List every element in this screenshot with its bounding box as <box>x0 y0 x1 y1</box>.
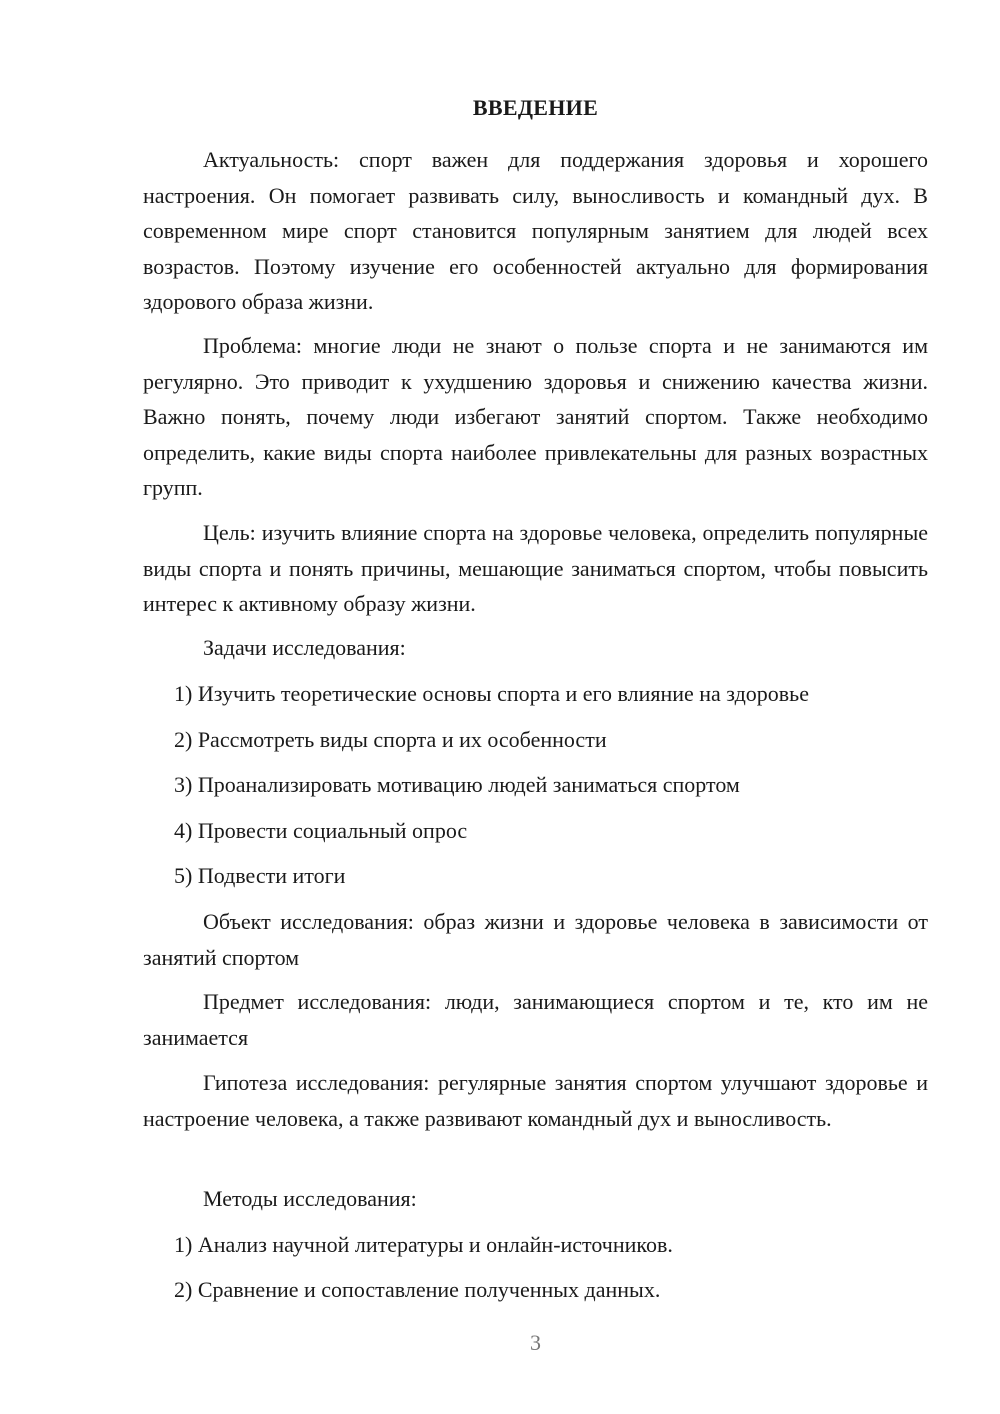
goal-paragraph: Цель: изучить влияние спорта на здоровье человека, определить популярные виды спорта и понять причины, мешающие заниматься спортом, чтобы повысить интерес к активному образу жизни. <box>143 520 928 616</box>
document-page <box>143 0 928 1414</box>
task-item-3: 3) Проанализировать мотивацию людей заниматься спортом <box>174 772 740 797</box>
task-item-4: 4) Провести социальный опрос <box>174 818 468 843</box>
task-item-2: 2) Рассмотреть виды спорта и их особенности <box>174 727 607 752</box>
problem-paragraph: Проблема: многие люди не знают о пользе спорта и не занимаются им регулярно. Это приводит к ухудшению здоровья и снижению качества жизни. Важно понять, почему люди избегают занятий спортом. Также необходимо определить, какие виды спорта наиболее привлекательны для разных возрастных групп. <box>143 333 928 500</box>
method-item-2: 2) Сравнение и сопоставление полученных данных. <box>174 1277 661 1302</box>
task-item-5: 5) Подвести итоги <box>174 863 346 888</box>
page-title: ВВЕДЕНИЕ <box>472 95 599 120</box>
subject-paragraph: Предмет исследования: люди, занимающиеся спортом и те, кто им не занимается <box>143 989 928 1050</box>
method-item-1: 1) Анализ научной литературы и онлайн-источников. <box>174 1232 673 1257</box>
task-item-1: 1) Изучить теоретические основы спорта и его влияние на здоровье <box>174 681 809 706</box>
methods-heading: Методы исследования: <box>203 1186 417 1211</box>
relevance-paragraph: Актуальность: спорт важен для поддержания здоровья и хорошего настроения. Он помогает развивать силу, выносливость и командный дух. В современном мире спорт становится популярным занятием для людей всех возрастов. Поэтому изучение его особенностей актуально для формирования здорового образа жизни. <box>143 147 928 314</box>
hypothesis-paragraph: Гипотеза исследования: регулярные занятия спортом улучшают здоровье и настроение человека, а также развивают командный дух и выносливость. <box>143 1070 928 1131</box>
tasks-heading: Задачи исследования: <box>203 635 406 660</box>
page-number: 3 <box>530 1330 541 1355</box>
object-paragraph: Объект исследования: образ жизни и здоровье человека в зависимости от занятий спортом <box>143 909 928 970</box>
